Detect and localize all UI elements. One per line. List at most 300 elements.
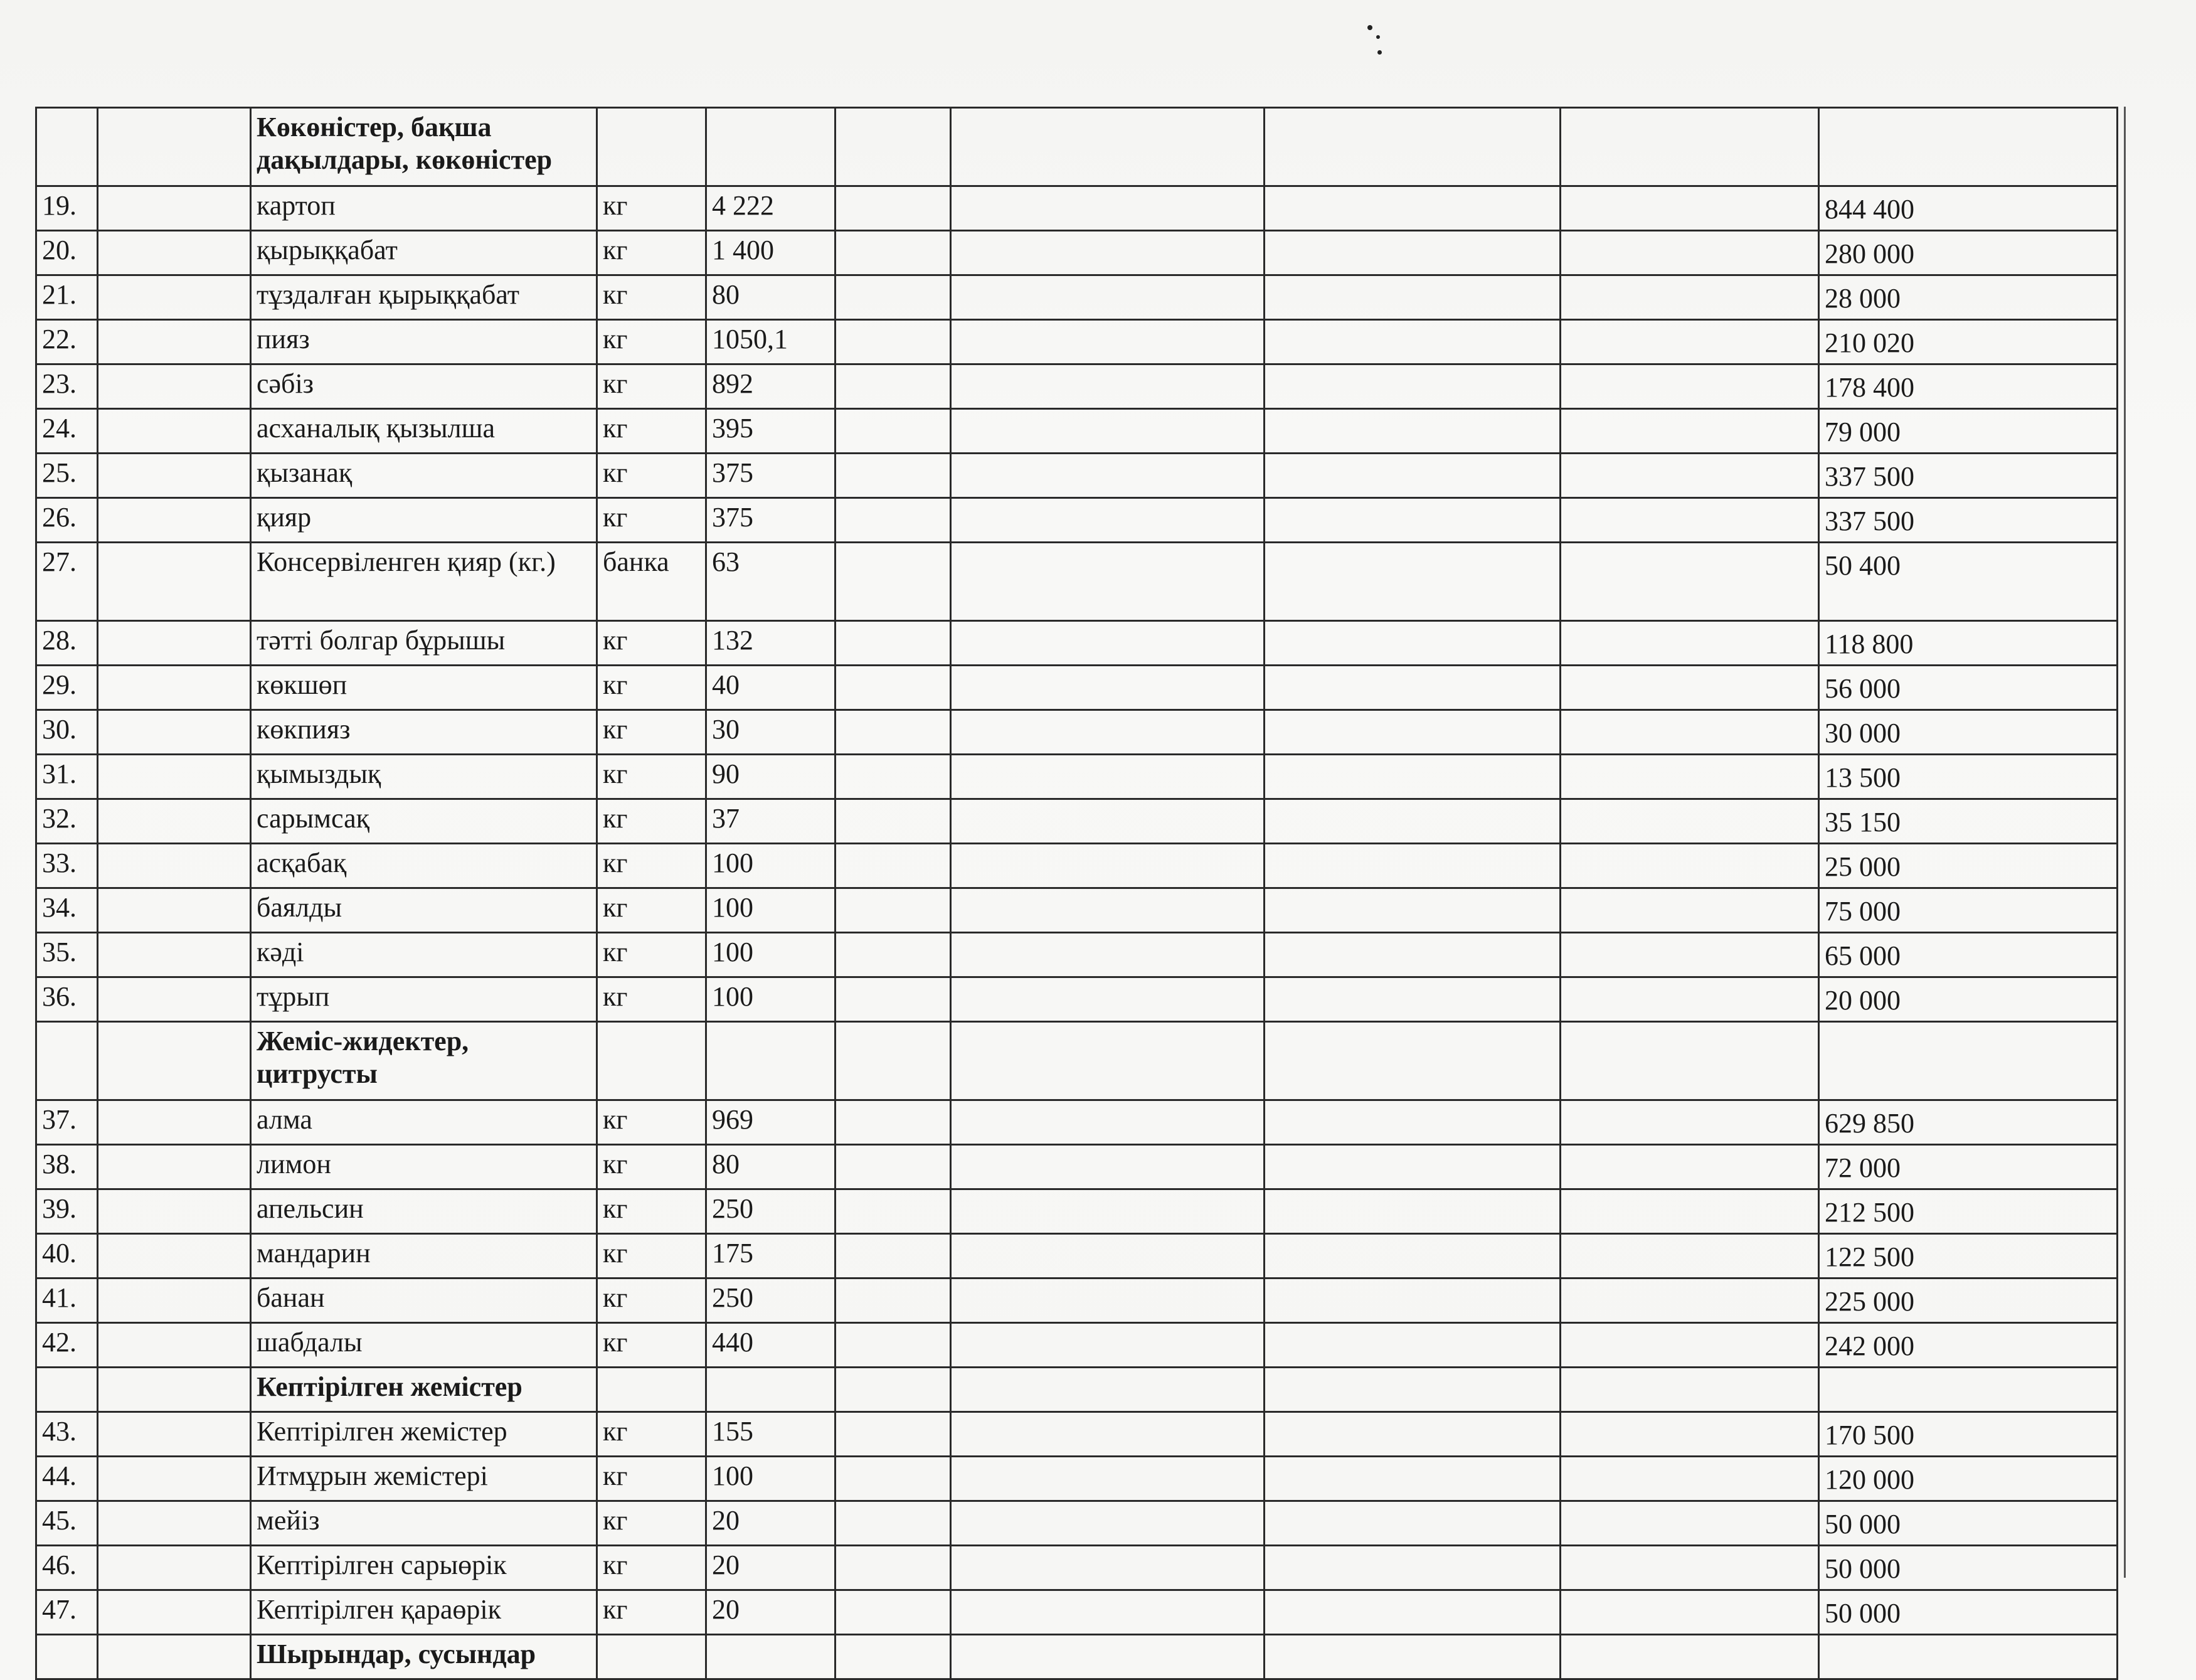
empty-cell	[1265, 933, 1561, 977]
item-name	[251, 621, 597, 666]
empty-cell	[1561, 1279, 1819, 1323]
empty-cell	[1561, 320, 1819, 364]
empty-cell	[835, 755, 951, 799]
empty-cell	[835, 186, 951, 231]
empty-cell	[98, 498, 251, 543]
item-name	[251, 755, 597, 799]
item-name-text: Кептірілген қараөрік	[257, 1594, 501, 1625]
empty-cell	[98, 1590, 251, 1635]
row-number: 26.	[36, 498, 98, 543]
quantity: 20	[706, 1501, 835, 1546]
empty-cell	[98, 108, 251, 186]
quantity: 132	[706, 621, 835, 666]
empty-cell	[1561, 888, 1819, 933]
table-row	[36, 1323, 2118, 1368]
row-number: 41.	[36, 1279, 98, 1323]
amount: 844 400	[1819, 186, 2118, 231]
empty-cell	[1265, 1501, 1561, 1546]
empty-cell	[951, 933, 1265, 977]
amount: 72 000	[1819, 1145, 2118, 1189]
unit: кг	[597, 1457, 706, 1501]
quantity	[706, 1635, 835, 1679]
empty-cell	[1561, 364, 1819, 409]
item-name	[251, 666, 597, 710]
empty-cell	[1265, 1100, 1561, 1145]
unit: кг	[597, 1412, 706, 1457]
row-number: 23.	[36, 364, 98, 409]
row-number: 30.	[36, 710, 98, 755]
empty-cell	[1265, 844, 1561, 888]
empty-cell	[1561, 1022, 1819, 1100]
empty-cell	[98, 454, 251, 498]
row-number: 31.	[36, 755, 98, 799]
table-row	[36, 1412, 2118, 1457]
empty-cell	[1265, 1279, 1561, 1323]
item-name	[251, 364, 597, 409]
empty-cell	[951, 1546, 1265, 1590]
unit: кг	[597, 275, 706, 320]
empty-cell	[835, 1234, 951, 1279]
unit: кг	[597, 1145, 706, 1189]
amount: 30 000	[1819, 710, 2118, 755]
quantity: 90	[706, 755, 835, 799]
empty-cell	[835, 1022, 951, 1100]
empty-cell	[1265, 977, 1561, 1022]
empty-cell	[951, 1501, 1265, 1546]
item-name-text: Кептірілген сарыөрік	[257, 1550, 507, 1580]
table-row	[36, 543, 2118, 621]
amount: 170 500	[1819, 1412, 2118, 1457]
quantity: 969	[706, 1100, 835, 1145]
item-name	[251, 1457, 597, 1501]
unit: кг	[597, 498, 706, 543]
quantity: 100	[706, 977, 835, 1022]
unit: кг	[597, 621, 706, 666]
empty-cell	[1265, 799, 1561, 844]
empty-cell	[98, 1189, 251, 1234]
quantity: 395	[706, 409, 835, 454]
row-number: 21.	[36, 275, 98, 320]
row-number: 33.	[36, 844, 98, 888]
item-name-text: көкпияз	[257, 714, 351, 745]
empty-cell	[1561, 1501, 1819, 1546]
item-name-text: баялды	[257, 892, 342, 923]
amount: 75 000	[1819, 888, 2118, 933]
unit	[597, 1368, 706, 1412]
empty-cell	[1561, 755, 1819, 799]
empty-cell	[835, 666, 951, 710]
empty-cell	[1561, 1368, 1819, 1412]
empty-cell	[1561, 933, 1819, 977]
table-row	[36, 1234, 2118, 1279]
empty-cell	[835, 1189, 951, 1234]
empty-cell	[835, 1100, 951, 1145]
item-name-text: сарымсақ	[257, 803, 369, 834]
row-number: 28.	[36, 621, 98, 666]
empty-cell	[835, 231, 951, 275]
quantity: 37	[706, 799, 835, 844]
empty-cell	[1265, 364, 1561, 409]
empty-cell	[98, 799, 251, 844]
unit: кг	[597, 888, 706, 933]
row-number	[36, 1635, 98, 1679]
table-row	[36, 231, 2118, 275]
empty-cell	[951, 498, 1265, 543]
empty-cell	[951, 799, 1265, 844]
empty-cell	[835, 977, 951, 1022]
empty-cell	[951, 186, 1265, 231]
table-row	[36, 364, 2118, 409]
empty-cell	[1265, 1368, 1561, 1412]
row-number: 35.	[36, 933, 98, 977]
item-name	[251, 1323, 597, 1368]
item-name	[251, 1546, 597, 1590]
empty-cell	[98, 409, 251, 454]
unit: кг	[597, 409, 706, 454]
empty-cell	[951, 666, 1265, 710]
amount: 212 500	[1819, 1189, 2118, 1234]
quantity: 4 222	[706, 186, 835, 231]
row-number	[36, 1368, 98, 1412]
row-number: 42.	[36, 1323, 98, 1368]
unit	[597, 1635, 706, 1679]
empty-cell	[1561, 977, 1819, 1022]
amount: 122 500	[1819, 1234, 2118, 1279]
unit: кг	[597, 1501, 706, 1546]
empty-cell	[98, 977, 251, 1022]
quantity: 440	[706, 1323, 835, 1368]
item-name-text: мандарин	[257, 1238, 371, 1268]
row-number: 34.	[36, 888, 98, 933]
empty-cell	[1561, 1234, 1819, 1279]
empty-cell	[1561, 409, 1819, 454]
empty-cell	[1561, 498, 1819, 543]
quantity: 80	[706, 275, 835, 320]
empty-cell	[951, 1323, 1265, 1368]
unit: кг	[597, 1590, 706, 1635]
empty-cell	[1265, 666, 1561, 710]
empty-cell	[951, 710, 1265, 755]
item-name	[251, 1145, 597, 1189]
empty-cell	[98, 1323, 251, 1368]
empty-cell	[1265, 1412, 1561, 1457]
row-number: 22.	[36, 320, 98, 364]
quantity: 250	[706, 1279, 835, 1323]
empty-cell	[98, 186, 251, 231]
category-title-text: Кептірілген жемістер	[257, 1371, 522, 1402]
row-number	[36, 1022, 98, 1100]
table-row	[36, 977, 2118, 1022]
item-name-text: сәбіз	[257, 368, 314, 399]
table-row	[36, 1501, 2118, 1546]
empty-cell	[951, 888, 1265, 933]
empty-cell	[98, 755, 251, 799]
item-name-text: асқабақ	[257, 848, 347, 878]
empty-cell	[951, 409, 1265, 454]
item-name-text: тәтті болгар бұрышы	[257, 625, 506, 656]
unit: кг	[597, 1279, 706, 1323]
empty-cell	[98, 844, 251, 888]
table-row	[36, 1546, 2118, 1590]
empty-cell	[835, 844, 951, 888]
empty-cell	[1265, 409, 1561, 454]
empty-cell	[98, 1279, 251, 1323]
item-name-text: асханалық қызылша	[257, 413, 496, 444]
empty-cell	[1561, 543, 1819, 621]
quantity: 30	[706, 710, 835, 755]
category-title-text: Шырындар, сусындар	[257, 1639, 536, 1669]
table-row	[36, 755, 2118, 799]
empty-cell	[835, 275, 951, 320]
empty-cell	[1265, 1022, 1561, 1100]
unit: кг	[597, 364, 706, 409]
item-name-text: банан	[257, 1282, 325, 1313]
empty-cell	[1561, 275, 1819, 320]
amount: 56 000	[1819, 666, 2118, 710]
table-row	[36, 1145, 2118, 1189]
empty-cell	[951, 755, 1265, 799]
table-row	[36, 409, 2118, 454]
quantity: 20	[706, 1590, 835, 1635]
item-name-text: картоп	[257, 190, 336, 221]
empty-cell	[835, 409, 951, 454]
empty-cell	[1265, 888, 1561, 933]
quantity: 892	[706, 364, 835, 409]
empty-cell	[951, 231, 1265, 275]
empty-cell	[98, 666, 251, 710]
item-name-text: қияр	[257, 502, 312, 533]
quantity: 250	[706, 1189, 835, 1234]
unit: кг	[597, 1546, 706, 1590]
empty-cell	[98, 1368, 251, 1412]
amount: 28 000	[1819, 275, 2118, 320]
unit: кг	[597, 186, 706, 231]
table-row	[36, 320, 2118, 364]
empty-cell	[1265, 186, 1561, 231]
empty-cell	[835, 888, 951, 933]
item-name-text: кәді	[257, 937, 304, 967]
table-right-edge	[2124, 107, 2126, 1578]
empty-cell	[98, 1635, 251, 1679]
category-title	[251, 1022, 597, 1100]
empty-cell	[951, 543, 1265, 621]
item-name-text: Итмұрын жемістері	[257, 1460, 488, 1491]
amount: 242 000	[1819, 1323, 2118, 1368]
row-number: 27.	[36, 543, 98, 621]
empty-cell	[1561, 1189, 1819, 1234]
category-title	[251, 108, 597, 186]
item-name-text: тұрып	[257, 981, 330, 1012]
empty-cell	[1265, 1234, 1561, 1279]
amount: 25 000	[1819, 844, 2118, 888]
table-row	[36, 621, 2118, 666]
item-name-text: апельсин	[257, 1193, 364, 1224]
empty-cell	[835, 1457, 951, 1501]
category-row	[36, 1368, 2118, 1412]
amount: 120 000	[1819, 1457, 2118, 1501]
item-name	[251, 1234, 597, 1279]
item-name	[251, 320, 597, 364]
unit: кг	[597, 933, 706, 977]
row-number: 39.	[36, 1189, 98, 1234]
empty-cell	[98, 543, 251, 621]
empty-cell	[1265, 1323, 1561, 1368]
empty-cell	[1561, 1635, 1819, 1679]
empty-cell	[1265, 543, 1561, 621]
quantity: 40	[706, 666, 835, 710]
amount: 337 500	[1819, 454, 2118, 498]
empty-cell	[98, 1234, 251, 1279]
item-name-text: тұздалған қырыққабат	[257, 279, 519, 310]
empty-cell	[98, 710, 251, 755]
amount	[1819, 108, 2118, 186]
quantity	[706, 1022, 835, 1100]
scan-speck	[1367, 25, 1372, 30]
empty-cell	[1561, 666, 1819, 710]
empty-cell	[1265, 1145, 1561, 1189]
empty-cell	[1265, 1546, 1561, 1590]
row-number: 24.	[36, 409, 98, 454]
item-name	[251, 1189, 597, 1234]
quantity	[706, 1368, 835, 1412]
empty-cell	[1561, 1100, 1819, 1145]
empty-cell	[1561, 1457, 1819, 1501]
table-row	[36, 186, 2118, 231]
item-name-text: қызанақ	[257, 457, 353, 488]
empty-cell	[1265, 1457, 1561, 1501]
empty-cell	[835, 1501, 951, 1546]
empty-cell	[1561, 108, 1819, 186]
item-name	[251, 1590, 597, 1635]
row-number: 46.	[36, 1546, 98, 1590]
item-name-text: лимон	[257, 1149, 331, 1179]
quantity: 20	[706, 1546, 835, 1590]
amount: 50 400	[1819, 543, 2118, 621]
empty-cell	[835, 933, 951, 977]
empty-cell	[835, 498, 951, 543]
empty-cell	[951, 844, 1265, 888]
amount	[1819, 1368, 2118, 1412]
empty-cell	[98, 1412, 251, 1457]
unit: кг	[597, 977, 706, 1022]
item-name	[251, 409, 597, 454]
unit: кг	[597, 844, 706, 888]
quantity: 80	[706, 1145, 835, 1189]
empty-cell	[951, 320, 1265, 364]
table-row	[36, 1100, 2118, 1145]
empty-cell	[1265, 454, 1561, 498]
item-name-text: шабдалы	[257, 1327, 363, 1358]
empty-cell	[835, 621, 951, 666]
category-title	[251, 1635, 597, 1679]
quantity: 100	[706, 1457, 835, 1501]
row-number: 32.	[36, 799, 98, 844]
row-number: 29.	[36, 666, 98, 710]
item-name	[251, 1279, 597, 1323]
item-name	[251, 799, 597, 844]
empty-cell	[1561, 454, 1819, 498]
unit: кг	[597, 1234, 706, 1279]
quantity: 375	[706, 454, 835, 498]
empty-cell	[98, 1457, 251, 1501]
empty-cell	[951, 1279, 1265, 1323]
empty-cell	[835, 1590, 951, 1635]
empty-cell	[1561, 1323, 1819, 1368]
empty-cell	[98, 1100, 251, 1145]
row-number: 19.	[36, 186, 98, 231]
empty-cell	[951, 1022, 1265, 1100]
empty-cell	[951, 621, 1265, 666]
empty-cell	[951, 1412, 1265, 1457]
unit: банка	[597, 543, 706, 621]
unit: кг	[597, 1100, 706, 1145]
amount	[1819, 1635, 2118, 1679]
empty-cell	[1265, 108, 1561, 186]
quantity: 1 400	[706, 231, 835, 275]
item-name-text: алма	[257, 1104, 312, 1135]
empty-cell	[1561, 1546, 1819, 1590]
item-name	[251, 498, 597, 543]
scan-speck	[1376, 35, 1380, 39]
empty-cell	[98, 1546, 251, 1590]
row-number: 40.	[36, 1234, 98, 1279]
empty-cell	[951, 1189, 1265, 1234]
empty-cell	[835, 1323, 951, 1368]
quantity	[706, 108, 835, 186]
empty-cell	[1265, 1590, 1561, 1635]
table-row	[36, 710, 2118, 755]
item-name-text: қымыздық	[257, 758, 381, 789]
quantity: 375	[706, 498, 835, 543]
quantity: 155	[706, 1412, 835, 1457]
empty-cell	[1265, 498, 1561, 543]
quantity: 63	[706, 543, 835, 621]
empty-cell	[835, 108, 951, 186]
empty-cell	[951, 1590, 1265, 1635]
empty-cell	[835, 364, 951, 409]
row-number: 47.	[36, 1590, 98, 1635]
empty-cell	[1561, 231, 1819, 275]
unit: кг	[597, 231, 706, 275]
amount: 20 000	[1819, 977, 2118, 1022]
item-name-text: пияз	[257, 324, 310, 354]
item-name	[251, 186, 597, 231]
quantity: 100	[706, 933, 835, 977]
unit: кг	[597, 710, 706, 755]
empty-cell	[1561, 1145, 1819, 1189]
amount: 178 400	[1819, 364, 2118, 409]
empty-cell	[98, 275, 251, 320]
empty-cell	[1561, 621, 1819, 666]
quantity: 175	[706, 1234, 835, 1279]
item-name-text: Консервіленген қияр (кг.)	[257, 546, 556, 577]
empty-cell	[951, 977, 1265, 1022]
empty-cell	[951, 275, 1265, 320]
empty-cell	[951, 1635, 1265, 1679]
empty-cell	[98, 231, 251, 275]
item-name	[251, 454, 597, 498]
empty-cell	[1561, 1412, 1819, 1457]
item-name	[251, 1412, 597, 1457]
empty-cell	[1561, 186, 1819, 231]
empty-cell	[98, 364, 251, 409]
row-number: 37.	[36, 1100, 98, 1145]
empty-cell	[835, 1368, 951, 1412]
empty-cell	[1265, 710, 1561, 755]
item-name	[251, 1501, 597, 1546]
empty-cell	[835, 710, 951, 755]
table-row	[36, 1279, 2118, 1323]
